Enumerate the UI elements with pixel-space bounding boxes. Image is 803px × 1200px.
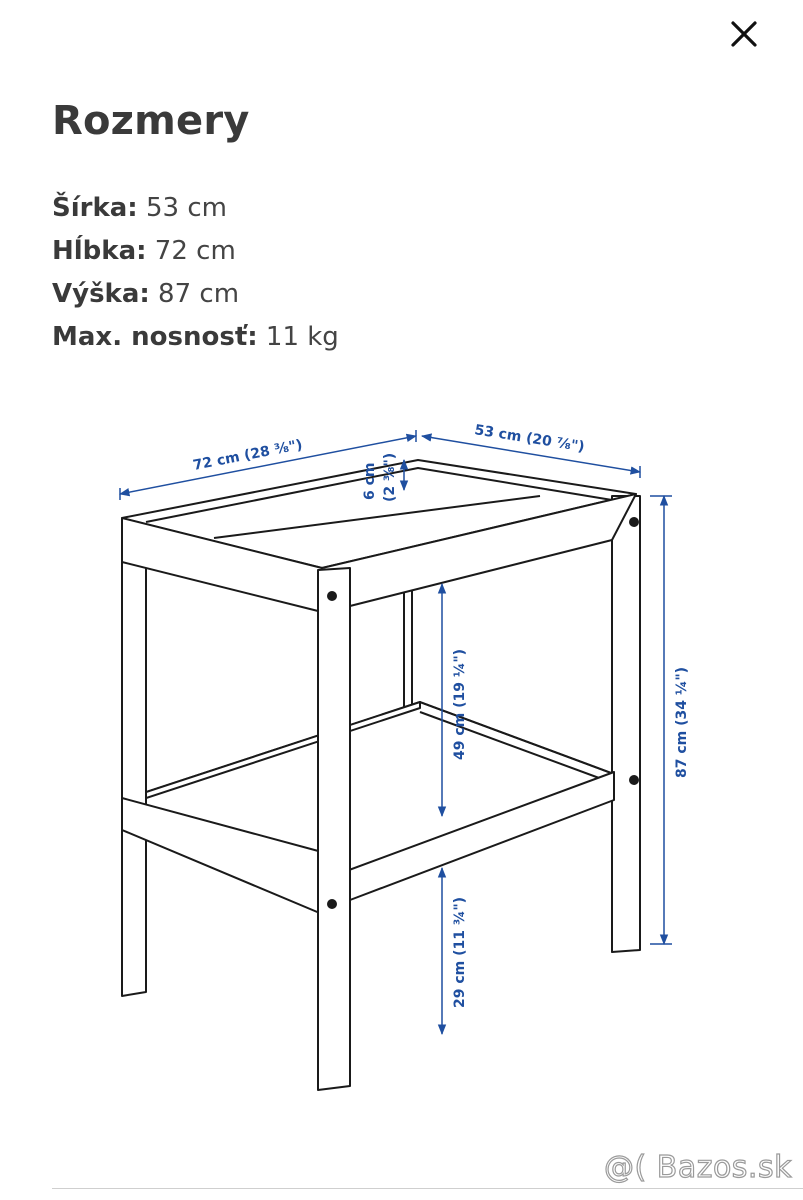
dimension-depth-label: 72 cm (28 ⅜") [191, 437, 304, 474]
dimension-shelf-gap-label: 49 cm (19 ¼") [452, 648, 468, 760]
spec-height [52, 276, 339, 319]
spec-value: 11 kg [265, 322, 339, 352]
spec-value: 87 cm [158, 279, 240, 309]
spec-label: Šírka: [52, 193, 138, 223]
close-button[interactable] [722, 12, 766, 56]
bottom-divider [52, 1188, 803, 1189]
dimension-rim-inch-label: (2 ⅜") [382, 452, 398, 502]
dimension-drawing [0, 410, 803, 1110]
spec-value: 72 cm [154, 236, 236, 266]
dimension-width-label: 53 cm (20 ⅞") [473, 422, 586, 456]
spec-value: 53 cm [145, 193, 227, 223]
dimension-rim-label: 6 cm [362, 462, 378, 500]
dimension-shelf-height-label: 29 cm (11 ¾") [452, 896, 468, 1008]
page-title: Rozmery [52, 98, 250, 144]
spec-depth [52, 233, 339, 276]
dimension-total-height-label: 87 cm (34 ¼") [674, 666, 690, 778]
changing-table-outline [122, 460, 640, 1090]
spec-label: Hĺbka: [52, 236, 147, 266]
close-icon [729, 19, 759, 49]
watermark: @( Bazos.sk [604, 1150, 792, 1185]
spec-width [52, 190, 339, 233]
spec-label: Max. nosnosť: [52, 322, 258, 352]
spec-max-load [52, 319, 339, 362]
spec-label: Výška: [52, 279, 150, 309]
spec-list [52, 190, 339, 362]
